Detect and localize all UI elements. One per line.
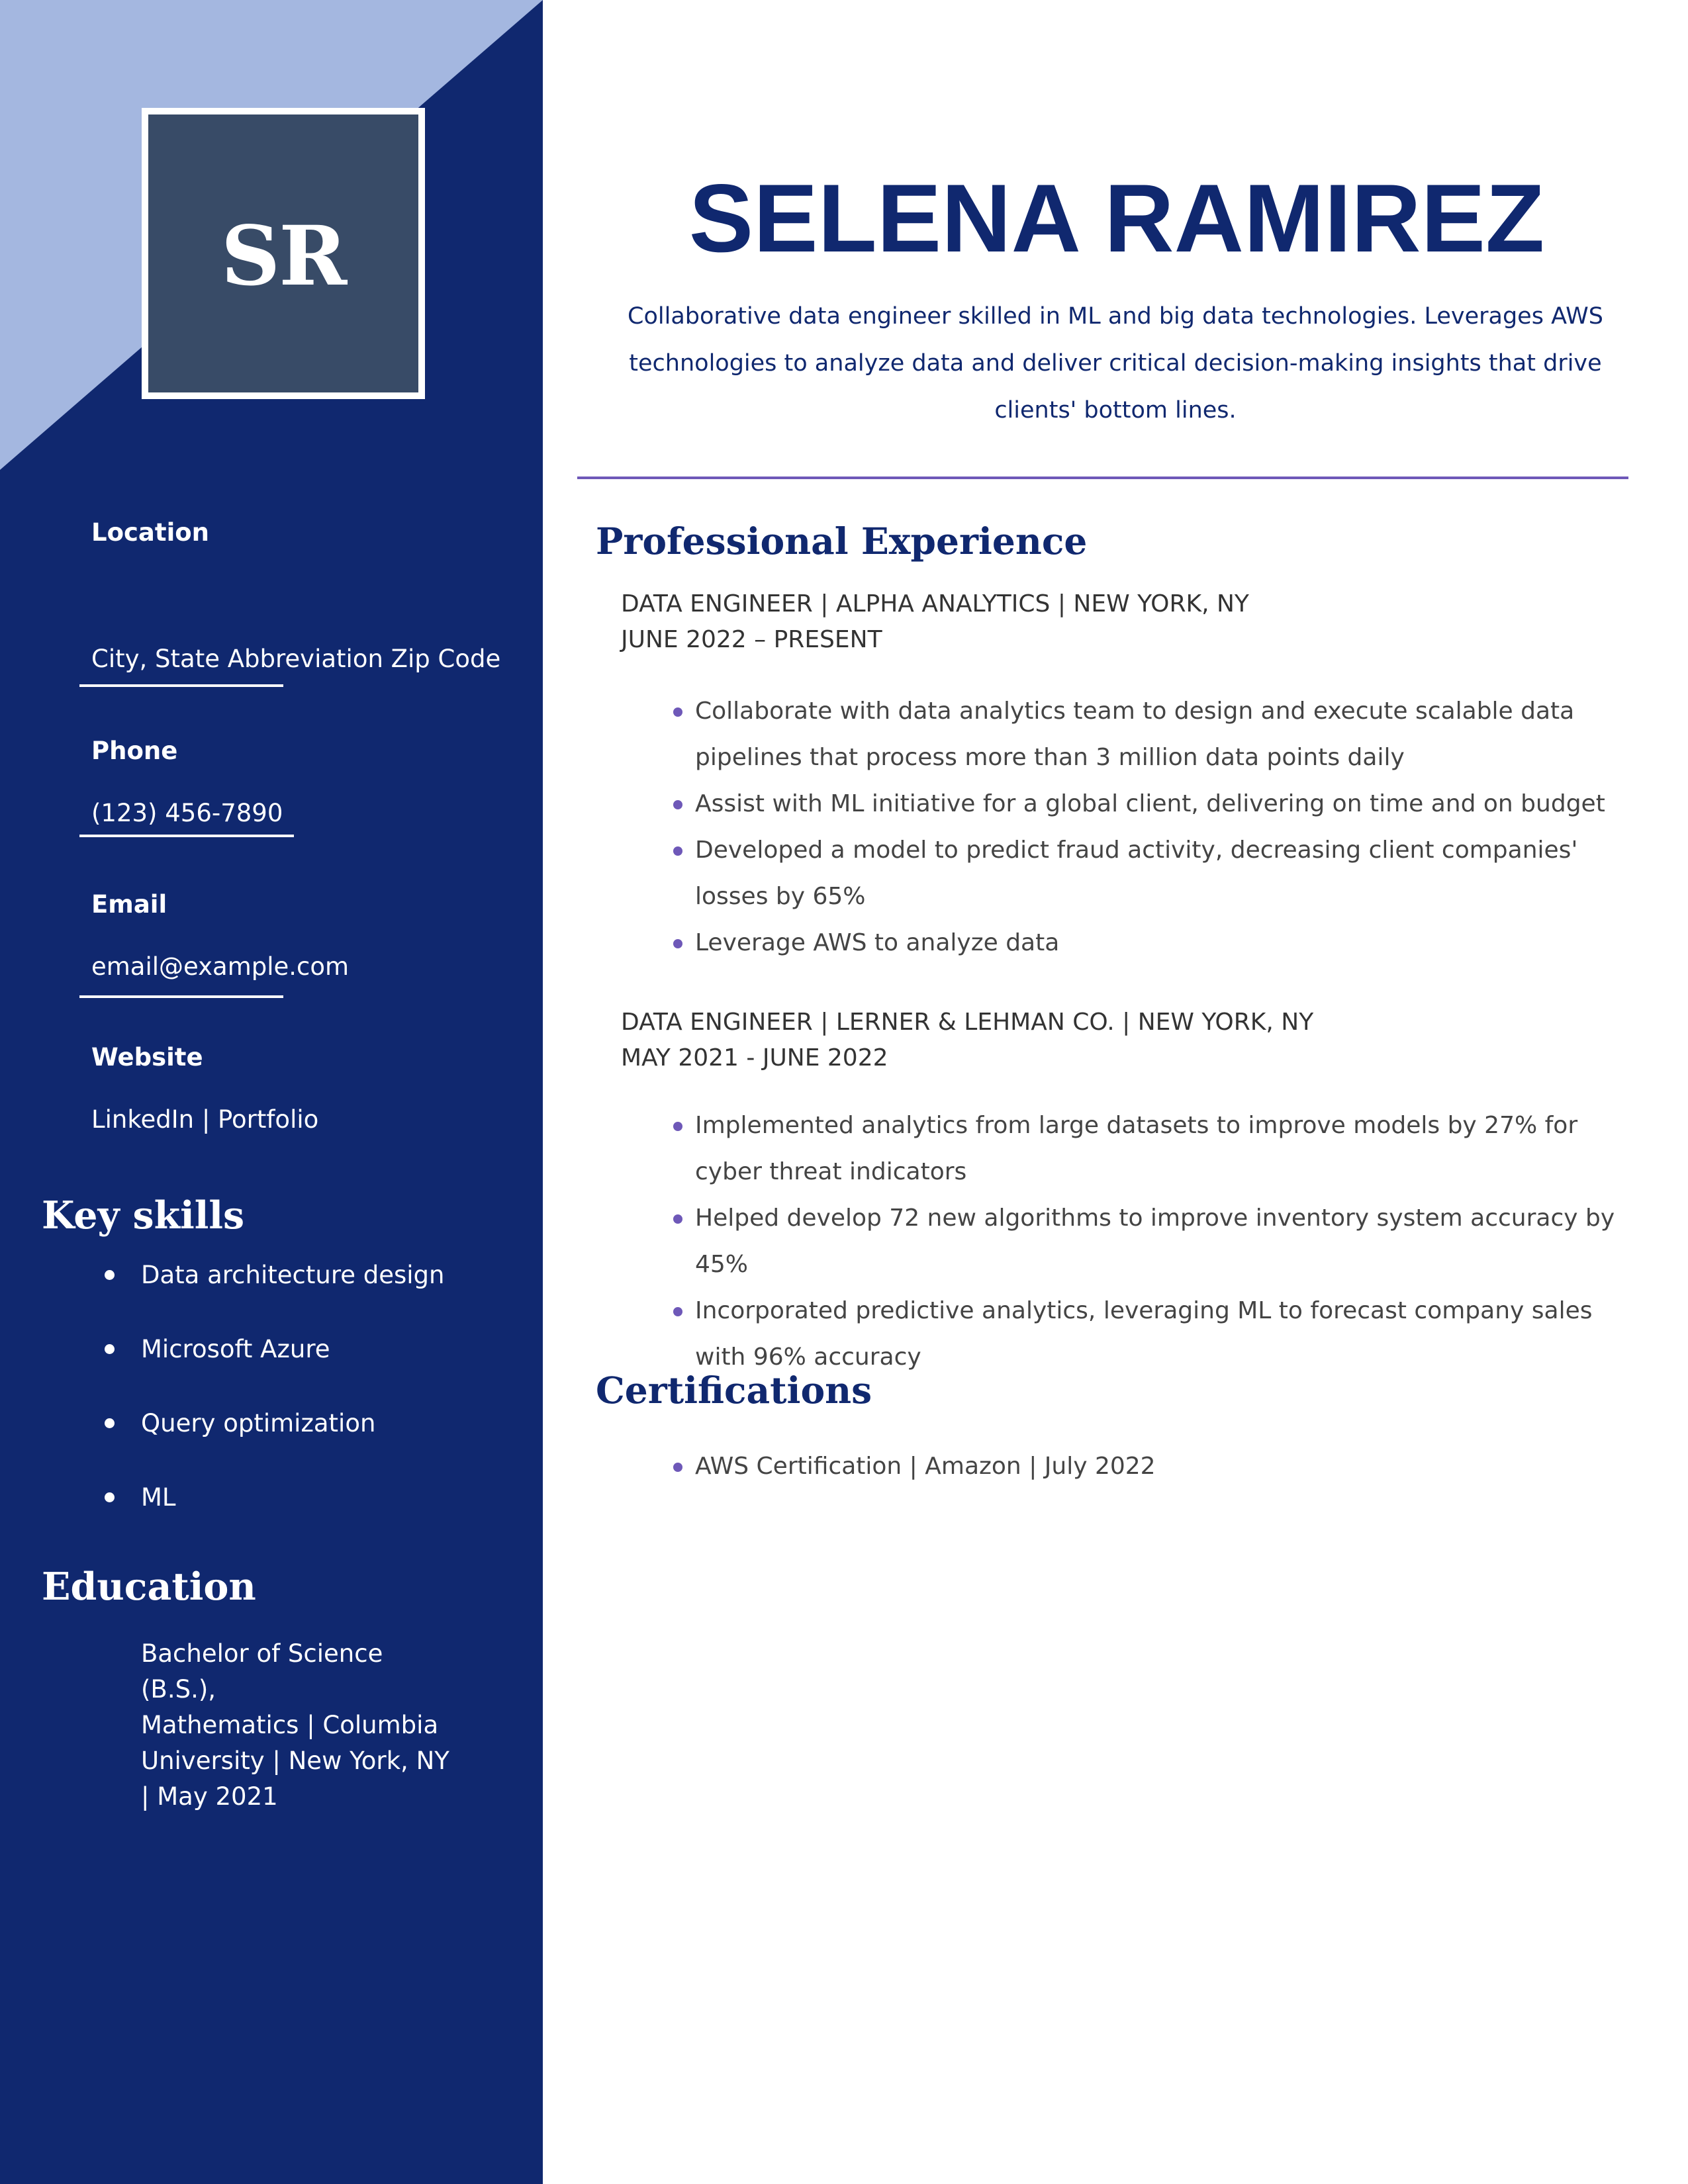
education-line: | May 2021 [141,1782,278,1811]
bullet-dot-icon [673,1122,682,1131]
bullet-dot-icon [673,1307,682,1316]
education-line: Bachelor of Science (B.S.), [141,1639,383,1704]
education-line: Mathematics | Columbia [141,1711,439,1739]
bullet-dot-icon [673,800,682,809]
bullet-dot-icon [673,1463,682,1472]
list-item: Collaborate with data analytics team to design and execute scalable data pipelines that process more than 3 million data points daily [695,688,1622,781]
bullet-dot-icon [673,846,682,856]
list-item: Incorporated predictive analytics, leveraging ML to forecast company sales with 96% accuracy [695,1288,1622,1381]
skill-item: Microsoft Azure [0,1335,543,1409]
email-value[interactable]: email@example.com [91,952,350,981]
list-item: Developed a model to predict fraud activity, decreasing client companies' losses by 65% [695,827,1622,920]
list-item: AWS Certification | Amazon | July 2022 [695,1443,1622,1490]
job-dates: MAY 2021 - JUNE 2022 [621,1044,888,1071]
skill-item: ML [0,1483,543,1557]
email-underline [79,995,283,998]
education-entry [141,1636,459,1815]
skill-item: Data architecture design [0,1261,543,1335]
experience-heading: Professional Experience [596,520,1088,563]
list-item: Leverage AWS to analyze data [695,920,1622,966]
email-label: Email [91,890,167,919]
certifications-heading: Certifications [596,1369,872,1412]
monogram-initials: SR [220,208,346,304]
sidebar [0,0,543,2184]
location-value: City, State Abbreviation Zip Code [91,645,501,673]
bullet-dot-icon [105,1418,115,1428]
key-skills-heading: Key skills [42,1193,245,1238]
job-dates: JUNE 2022 – PRESENT [621,626,882,653]
location-underline [79,684,283,687]
list-item: Helped develop 72 new algorithms to improve inventory system accuracy by 45% [695,1195,1622,1288]
job-title: DATA ENGINEER | ALPHA ANALYTICS | NEW YORK, NY [621,590,1249,617]
phone-value: (123) 456-7890 [91,799,283,827]
location-label: Location [91,518,210,547]
bullet-dot-icon [105,1492,115,1502]
monogram-badge [142,108,425,399]
website-value[interactable]: LinkedIn | Portfolio [91,1105,319,1134]
header-divider [577,477,1628,479]
professional-summary: Collaborative data engineer skilled in ML and big data technologies. Leverages AWS technologies to analyze data and deliver critical decision-making insights that drive clients' bottom lines. [628,303,1603,424]
skill-item: Query optimization [0,1409,543,1483]
bullet-dot-icon [673,707,682,717]
candidate-name: SELENA RAMIREZ [688,164,1545,272]
list-item: Implemented analytics from large datasets to improve models by 27% for cyber threat indicators [695,1103,1622,1195]
bullet-dot-icon [673,939,682,948]
education-heading: Education [42,1565,256,1609]
job-title: DATA ENGINEER | LERNER & LEHMAN CO. | NEW YORK, NY [621,1009,1314,1036]
education-line: University | New York, NY [141,1747,449,1775]
job-bullets [0,688,1688,966]
job-bullets [0,1103,1688,1381]
phone-label: Phone [91,737,178,765]
bullet-dot-icon [673,1214,682,1224]
list-item: Assist with ML initiative for a global client, delivering on time and on budget [695,781,1622,827]
certifications-list [0,1443,1688,1490]
website-label: Website [91,1043,203,1071]
